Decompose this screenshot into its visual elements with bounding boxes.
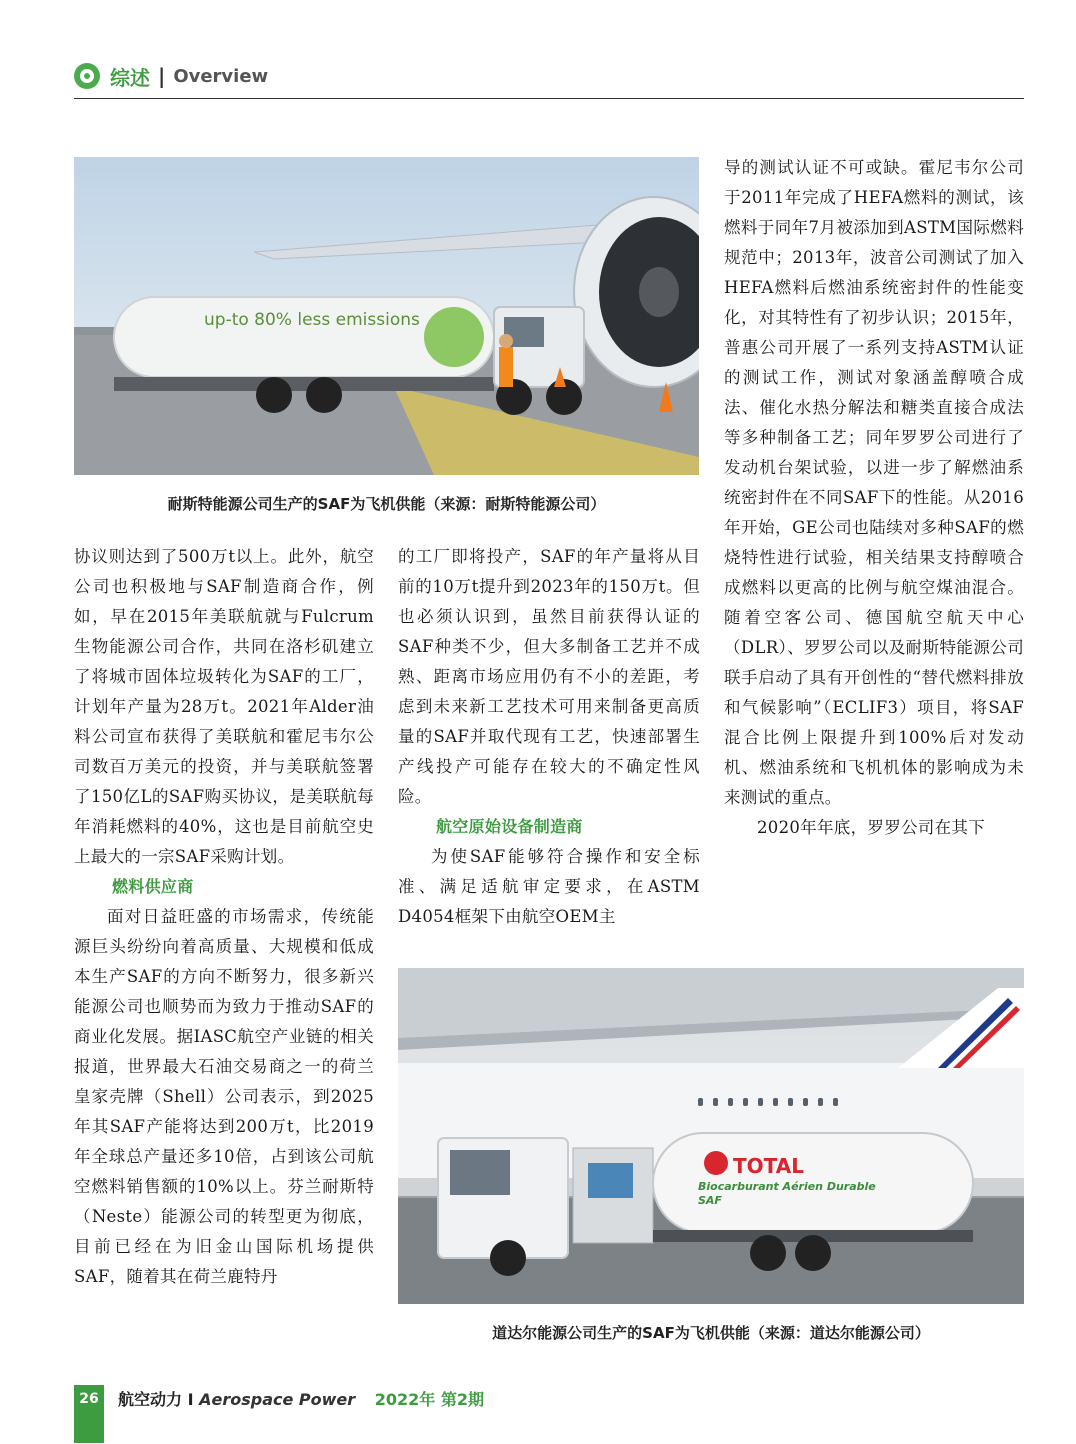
journal-issue: 2022年 第2期 (374, 1390, 484, 1409)
section-title-en: Overview (173, 65, 269, 87)
section-title-separator: | (158, 64, 166, 88)
body-paragraph: 的工厂即将投产，SAF的年产量将从目前的10万t提升到2023年的150万t。但也必须认识到，虽然目前获得认证的SAF种类不少，但大多制备工艺并不成熟、距离市场应用仍有不小的差距，考虑到未来新工艺技术可用来制备更高质量的SAF并取代现有工艺，快速部署生产线投产可能存在较大的不确定性风险。 (398, 547, 700, 806)
figure-caption-2: 道达尔能源公司生产的SAF为飞机供能（来源：道达尔能源公司） (492, 1324, 930, 1342)
header-divider (74, 98, 1024, 99)
tank-label-line1: Biocarburant Aérien Durable (698, 1180, 876, 1193)
neste-refuel-illustration (74, 157, 699, 475)
truck-slogan: up-to 80% less emissions (204, 310, 420, 330)
column-1 (74, 542, 374, 1292)
journal-title (118, 1387, 484, 1410)
page-number: 26 (79, 1391, 99, 1407)
body-paragraph: 协议则达到了500万t以上。此外，航空公司也积极地与SAF制造商合作，例如，早在2015年美联航就与Fulcrum生物能源公司合作，共同在洛杉矶建立了将城市固体垃圾转化为SAF的工厂，计划年产量为28万t。2021年Alder油料公司宣布获得了美联航和霍尼韦尔公司数百万美元的投资，并与美联航签署了150亿L的SAF购买协议，是美联航每年消耗燃料的40%，这也是目前航空史上最大的一宗SAF采购计划。 (74, 547, 374, 866)
subheading-fuel-suppliers: 燃料供应商 (112, 877, 194, 896)
column-2 (398, 542, 700, 932)
column-3 (724, 153, 1024, 843)
total-refuel-illustration (398, 968, 1024, 1304)
journal-name-en: Aerospace Power (199, 1390, 356, 1409)
journal-logo-icon (74, 63, 100, 89)
body-paragraph: 2020年年底，罗罗公司在其下 (757, 818, 985, 837)
body-paragraph: 为使SAF能够符合操作和安全标准、满足适航审定要求，在ASTM D4054框架下由航空OEM主 (398, 847, 700, 926)
tank-label-line2: SAF (698, 1194, 722, 1207)
subheading-oem: 航空原始设备制造商 (436, 817, 583, 836)
journal-separator: I (187, 1390, 194, 1409)
journal-name-cn: 航空动力 (118, 1390, 183, 1409)
body-paragraph: 面对日益旺盛的市场需求，传统能源巨头纷纷向着高质量、大规模和低成本生产SAF的方向不断努力，很多新兴能源公司也顺势而为致力于推动SAF的商业化发展。据IASC航空产业链的相关报道，世界最大石油交易商之一的荷兰皇家壳牌（Shell）公司表示，到2025年其SAF产能将达到200万t，比2019年全球总产量还多10倍，占到该公司航空燃料销售额的10%以上。芬兰耐斯特（Neste）能源公司的转型更为彻底，目前已经在为旧金山国际机场提供SAF，随着其在荷兰鹿特丹 (74, 907, 374, 1286)
section-header (74, 60, 268, 92)
tank-brand: TOTAL (733, 1154, 804, 1178)
total-refuel-photo (398, 968, 1024, 1304)
section-title-cn: 综述 (110, 65, 150, 90)
figure-caption-1: 耐斯特能源公司生产的SAF为飞机供能（来源：耐斯特能源公司） (167, 495, 606, 513)
page-footer (74, 1385, 674, 1443)
body-paragraph: 导的测试认证不可或缺。霍尼韦尔公司于2011年完成了HEFA燃料的测试，该燃料于同年7月被添加到ASTM国际燃料规范中；2013年，波音公司测试了加入HEFA燃料后燃油系统密封件的性能变化，对其特性有了初步认识；2015年，普惠公司开展了一系列支持ASTM认证的测试工作，测试对象涵盖醇喷合成法、催化水热分解法和糖类直接合成法等多种制备工艺；同年罗罗公司进行了发动机台架试验，以进一步了解燃油系统密封件在不同SAF下的性能。从2016年开始，GE公司也陆续对多种SAF的燃烧特性进行试验，相关结果支持醇喷合成燃料以更高的比例与航空煤油混合。随着空客公司、德国航空航天中心（DLR）、罗罗公司以及耐斯特能源公司联手启动了具有开创性的“替代燃料排放和气候影响”（ECLIF3）项目，将SAF混合比例上限提升到100%后对发动机、燃油系统和飞机机体的影响成为未来测试的重点。 (724, 158, 1024, 807)
neste-refuel-photo (74, 157, 699, 475)
